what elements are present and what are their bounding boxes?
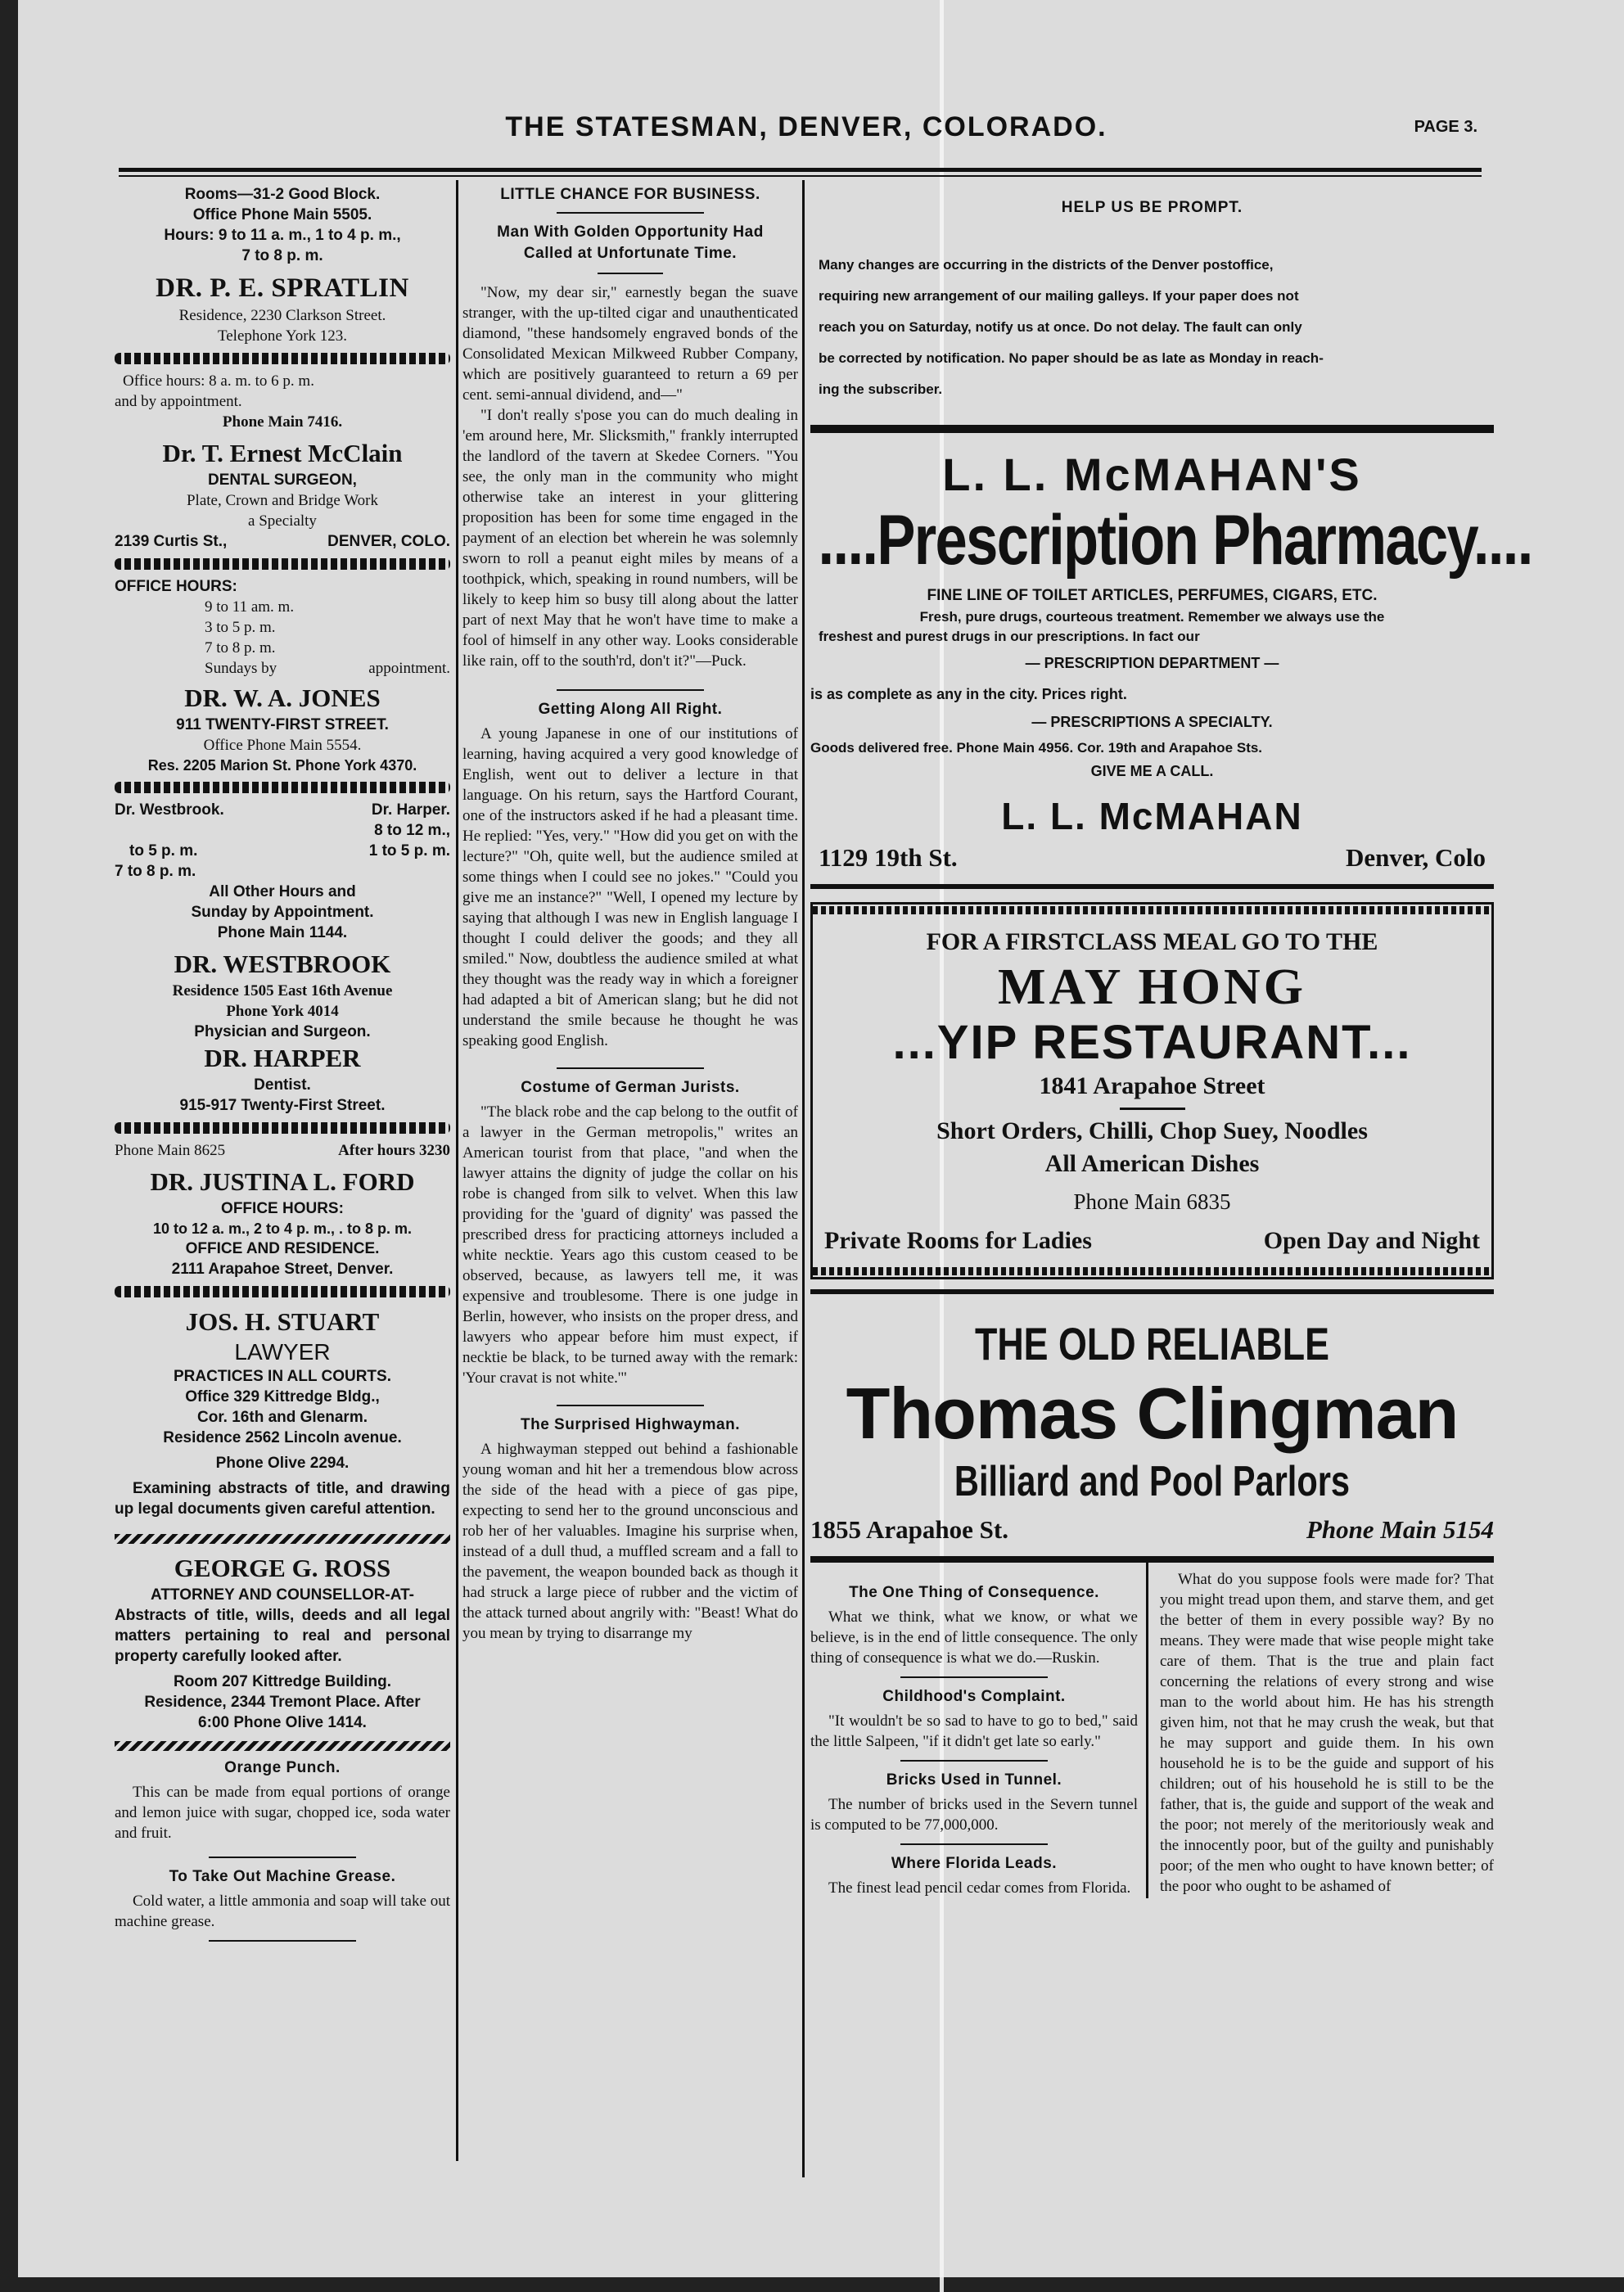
article-headline: LITTLE CHANCE FOR BUSINESS. [500, 186, 760, 203]
article-divider [900, 1843, 1048, 1845]
article-headline: Orange Punch. [224, 1759, 341, 1776]
card-title: DENTAL SURGEON, [208, 471, 357, 489]
ad-kicker: THE OLD RELIABLE [974, 1318, 1330, 1369]
notice-line: reach you on Saturday, notify us at once. Do not delay. The fault can only [819, 319, 1302, 335]
ornament-divider [115, 782, 450, 793]
masthead-rule [119, 168, 1482, 172]
address-left: 1855 Arapahoe St. [810, 1515, 1008, 1544]
ad-line: FINE LINE OF TOILET ARTICLES, PERFUMES, CIGARS, ETC. [927, 587, 1378, 604]
pharmacy-ad [810, 448, 1532, 873]
card-detail: Residence, 2230 Clarkson Street. [178, 307, 386, 324]
address-right: Phone Main 5154 [1306, 1515, 1494, 1544]
article-headline: Costume of German Jurists. [521, 1079, 740, 1096]
article-body: "It wouldn't be so sad to have to go to bed," said the little Salpeen, "if it didn't get late so early." [810, 1712, 1138, 1750]
card-title: Dentist. [254, 1076, 311, 1094]
card-name: DR. W. A. JONES [184, 684, 381, 712]
column-articles [462, 184, 798, 1644]
ad-line: FOR A FIRSTCLASS MEAL GO TO THE [926, 928, 1378, 955]
card-detail: Residence 1505 East 16th Avenue [172, 982, 393, 999]
article-headline: The Surprised Highwayman. [521, 1416, 740, 1433]
ad-line: Fresh, pure drugs, courteous treatment. Remember we always use the [919, 609, 1385, 625]
scan-edge-bottom [0, 2277, 1624, 2292]
ad-row [824, 1225, 1480, 1257]
article-body: The number of bricks used in the Severn tunnel is computed to be 77,000,000. [810, 1796, 1138, 1834]
card-detail: OFFICE AND RESIDENCE. [185, 1240, 380, 1257]
article-body: "Now, my dear sir," earnestly began the suave stranger, with the up-tilted cigar and unauthenticated diamond, "these handsomely engraved bonds of the Consolidated Mexican Milkweed Rubber Company, which are positively guaranteed to return a 69 per cent. semi-annual dividend, and—" [462, 284, 798, 404]
article-divider [557, 689, 704, 691]
row-left: to 5 p. m. [129, 842, 198, 860]
card-detail: and by appointment. [115, 393, 242, 410]
card-name: DR. WESTBROOK [174, 950, 391, 978]
ad-line: is as complete as any in the city. Prices right. [810, 686, 1127, 702]
notice-title: HELP US BE PROMPT. [1061, 199, 1243, 216]
card-detail: a Specialty [248, 512, 317, 530]
card-detail: All Other Hours and [209, 883, 356, 900]
card-top [115, 184, 450, 266]
card-detail: Cor. 16th and Glenarm. [197, 1409, 368, 1426]
row-right: 8 to 12 m., [374, 822, 450, 839]
card-title: ATTORNEY AND COUNSELLOR-AT- [151, 1586, 414, 1604]
card-detail: Phone Main 1144. [217, 924, 348, 941]
hours-line: 3 to 5 p. m. [205, 619, 276, 636]
ad-signature: L. L. McMAHAN [1001, 795, 1303, 837]
card-address [115, 531, 450, 552]
card-line: 7 to 8 p. m. [241, 247, 323, 264]
row-right: Dr. Harper. [371, 801, 450, 819]
card-paragraph: Abstracts of title, wills, deeds and all legal matters pertaining to real and personal property carefully looked after. [115, 1607, 450, 1665]
card-detail: Phone Olive 2294. [215, 1455, 350, 1472]
card-detail: 911 TWENTY-FIRST STREET. [176, 716, 389, 733]
card-row [115, 841, 450, 861]
card-detail: 915-917 Twenty-First Street. [179, 1097, 386, 1114]
address-left: 1129 19th St. [819, 843, 958, 872]
article-divider [900, 1760, 1048, 1762]
card-detail: Office 329 Kittredge Bldg., [185, 1388, 380, 1405]
notice-line: be corrected by notification. No paper should be as late as Monday in reach- [819, 350, 1324, 366]
ad-divider [810, 425, 1494, 433]
card-line: Rooms—31-2 Good Block. [184, 186, 381, 203]
card-detail: Physician and Surgeon. [194, 1023, 371, 1040]
card-detail: 10 to 12 a. m., 2 to 4 p. m., . to 8 p. m. [152, 1220, 413, 1237]
card-detail: Telephone York 123. [217, 327, 348, 345]
notice-line: requiring new arrangement of our mailing galleys. If your paper does not [819, 288, 1299, 304]
article-headline: Bricks Used in Tunnel. [886, 1771, 1062, 1789]
card-detail: Office Phone Main 5554. [203, 737, 362, 754]
ad-divider [810, 1289, 1494, 1294]
article-divider [557, 1405, 704, 1406]
ad-line: GIVE ME A CALL. [1090, 763, 1214, 779]
ad-headline: ...YIP RESTAURANT... [892, 1016, 1412, 1069]
short-items [810, 1563, 1494, 1898]
notice-line: ing the subscriber. [819, 381, 943, 397]
card-line: Hours: 9 to 11 a. m., 1 to 4 p. m., [164, 227, 401, 244]
article-headline: The One Thing of Consequence. [849, 1584, 1099, 1601]
masthead-rule-thin [119, 175, 1482, 177]
card-detail: Phone York 4014 [226, 1003, 339, 1020]
card-row [115, 820, 450, 841]
card-detail: PRACTICES IN ALL COURTS. [173, 1368, 391, 1385]
card-name: DR. JUSTINA L. FORD [150, 1167, 415, 1196]
article-divider [900, 1676, 1048, 1678]
card-row: 7 to 8 p. m. [115, 863, 196, 880]
card-name: DR. HARPER [204, 1044, 361, 1072]
ad-rule [1120, 1108, 1185, 1110]
card-row [115, 800, 450, 820]
card-detail: Office hours: 8 a. m. to 6 p. m. [123, 372, 314, 390]
short-items-left [810, 1563, 1146, 1898]
article-body: This can be made from equal portions of orange and lemon juice with sugar, chopped ice, soda water and fruit. [115, 1784, 450, 1842]
masthead-title: THE STATESMAN, DENVER, COLORADO. [505, 111, 1107, 142]
ad-address [810, 843, 1494, 873]
masthead [119, 106, 1494, 156]
card-detail: Residence, 2344 Tremont Place. After [144, 1694, 421, 1711]
notice-body [810, 250, 1494, 405]
ornament-divider [115, 1286, 450, 1297]
hours-head: OFFICE HOURS: [115, 578, 237, 595]
hours-line [115, 658, 450, 679]
card-title: LAWYER [234, 1339, 331, 1365]
card-name: DR. P. E. SPRATLIN [156, 273, 409, 303]
row-left: Dr. Westbrook. [115, 801, 224, 819]
ad-line: Phone Main 6835 [1073, 1189, 1231, 1214]
row-right: Open Day and Night [1263, 1227, 1480, 1254]
article-divider [209, 1857, 356, 1858]
ad-line: Short Orders, Chilli, Chop Suey, Noodles [936, 1117, 1368, 1144]
card-detail: 2111 Arapahoe Street, Denver. [171, 1261, 394, 1278]
article-body: What we think, what we know, or what we believe, is in the end of little consequence. The only thing of consequence is what we do.—Ruskin. [810, 1608, 1138, 1667]
ad-title: Thomas Clingman [846, 1373, 1459, 1454]
column-professional-cards [115, 184, 450, 1950]
ad-headline: Billiard and Pool Parlors [954, 1458, 1351, 1505]
hours-head: OFFICE HOURS: [221, 1200, 344, 1217]
ad-line: — PRESCRIPTION DEPARTMENT — [1025, 655, 1279, 671]
ad-line: All American Dishes [1044, 1150, 1260, 1177]
card-paragraph: Examining abstracts of title, and drawing up legal documents given careful attention. [115, 1480, 450, 1518]
card-detail: Res. 2205 Marion St. Phone York 4370. [147, 757, 417, 774]
ad-title: L. L. McMAHAN'S [942, 449, 1362, 500]
card-detail: Sunday by Appointment. [191, 904, 374, 921]
row-right: After hours 3230 [338, 1142, 450, 1159]
article-divider [557, 1067, 704, 1069]
ad-line: 1841 Arapahoe Street [1039, 1072, 1265, 1099]
billiard-ad [810, 1315, 1494, 1545]
address-right: Denver, Colo [1345, 843, 1486, 872]
row-right: 1 to 5 p. m. [368, 842, 450, 860]
ad-divider [810, 884, 1494, 889]
hours-right: appointment. [368, 660, 450, 677]
column-divider-2 [802, 180, 805, 2177]
ad-title: MAY HONG [997, 959, 1307, 1015]
hours-line: 9 to 11 am. m. [205, 598, 295, 616]
card-detail: Phone Main 7416. [222, 413, 343, 431]
card-name: Dr. T. Ernest McClain [162, 439, 403, 467]
ornament-divider [115, 1741, 450, 1751]
article-body: A highwayman stepped out behind a fashionable young woman and hit her a tremendous blow across the side of the head with a piece of gas pipe, expecting to send her to the ground unconscious and rob her of her valuables. Imagine his surprise when, instead of a dull thud, a muffled scream and a fall to the pavement, the weapon bounded back as though it had struck a large piece of rubber and the victim of the attack turned about angrily with: "Beast! What do you mean by trying to disarrange my [462, 1441, 798, 1642]
card-row [115, 1140, 450, 1161]
article-body: Cold water, a little ammonia and soap will take out machine grease. [115, 1893, 450, 1930]
article-divider [209, 1940, 356, 1942]
ornament-divider [115, 1534, 450, 1544]
article-headline: Where Florida Leads. [891, 1855, 1058, 1872]
scan-edge-left [0, 0, 18, 2292]
article-headline: Getting Along All Right. [538, 701, 723, 718]
ornament-divider [115, 1122, 450, 1134]
card-detail: Plate, Crown and Bridge Work [186, 492, 378, 509]
card-name: JOS. H. STUART [185, 1307, 380, 1336]
hours-left: Sundays by [205, 660, 277, 677]
ad-headline: ....Prescription Pharmacy.... [818, 501, 1532, 580]
ornament-divider [115, 558, 450, 570]
ad-line: Goods delivered free. Phone Main 4956. Cor. 19th and Arapahoe Sts. [810, 740, 1263, 756]
notice-line: Many changes are occurring in the districts of the Denver postoffice, [819, 257, 1274, 273]
card-detail: 6:00 Phone Olive 1414. [198, 1714, 367, 1731]
ad-divider [810, 1556, 1494, 1563]
short-items-right [1146, 1563, 1494, 1898]
address-right: DENVER, COLO. [327, 533, 450, 550]
row-left: Private Rooms for Ladies [824, 1227, 1092, 1254]
article-body: "I don't really s'pose you can do much dealing in 'em around here, Mr. Slicksmith," frankly interrupted the landlord of the tavern at Skedee Corners. "You see, the only man in the community who might otherwise take an interest in your glittering proposition has been for some time engaged in the payment of an election bet wherein he was solemnly sworn to roll a peanut eight miles by means of a toothpick, which, speaking in round numbers, will be likely to keep him so busy till along about the latter part of next May that he won't have time to make a fool of himself in any other way. Looks considerable like rain, off to the south'rd, don't it?"—Puck. [462, 407, 798, 670]
article-divider [557, 212, 704, 214]
ad-line: — PRESCRIPTIONS A SPECIALTY. [1031, 714, 1273, 730]
column-advertisements [810, 184, 1532, 1898]
article-headline: To Take Out Machine Grease. [169, 1868, 396, 1885]
article-divider [598, 273, 663, 274]
card-detail: Room 207 Kittredge Building. [173, 1673, 392, 1690]
ad-line: freshest and purest drugs in our prescriptions. In fact our [819, 629, 1200, 644]
card-detail: Residence 2562 Lincoln avenue. [163, 1429, 402, 1446]
address-left: 2139 Curtis St., [115, 533, 228, 550]
article-body: "The black robe and the cap belong to the outfit of a lawyer in the German metropolis," writes an American tourist from that place, "and when the lawyer attains the dignity of judge the collar on his robe is changed from silk to velvet. When this law providing for the 'guard of dignity' was passed the prescribed dress for practicing attorneys included a white necktie. Years ago this custom ceased to be observed, because, as lawyers tell me, it was expensive and troublesome. There is one judge in Berlin, however, who insists on the proper dress, and lawyers who appear before him must expect, if necktie be black, to be turned away with the remark: 'Your cravat is not white.'" [462, 1103, 798, 1387]
card-name: GEORGE G. ROSS [174, 1554, 391, 1582]
ornament-divider [115, 353, 450, 364]
column-divider-1 [456, 180, 458, 2161]
restaurant-ad [810, 902, 1494, 1279]
article-headline: Childhood's Complaint. [882, 1688, 1066, 1705]
article-body: The finest lead pencil cedar comes from Florida. [828, 1879, 1131, 1897]
article-body: What do you suppose fools were made for? That you might tread upon them, and starve them, and get the better of them in every possible way? By no means. They were made that wise people might take care of them. That is the true and plain fact concerning the relations of every strong and wise man to the world about him. He has his strength given him, not that he may crush the weak, but that he may support and guide them. In his own household he is to be the guide and support of his children; out of his household he is still to be the father, that is, the guide and support of the weak and the poor; not merely of the meritoriously weak and the innocently poor, but of the guilty and punishably poor; of the men who ought to have known better; of the poor who ought to be ashamed of [1160, 1571, 1494, 1895]
article-subhead: Man With Golden Opportunity Had Called at Unfortunate Time. [497, 223, 764, 262]
ad-address [810, 1515, 1494, 1545]
card-line: Office Phone Main 5505. [192, 206, 372, 223]
hours-line: 7 to 8 p. m. [205, 639, 276, 656]
row-left: Phone Main 8625 [115, 1142, 226, 1159]
article-body: A young Japanese in one of our institutions of learning, having acquired a very good knowledge of English, went out to deliver a lecture in that language. On his return, says the Hartford Courant, one of the instructors asked if he had a pleasant time. He replied: "Yes, very." "How did you get on with the lecture?" "Oh, quite well, but the audience smiled at some things when I could see no jokes." "Could you give me an instance?" "Well, I opened my lecture by saying that although I was new in English language I thought I could deliver the goods; and they all smiled." Now, doubtless the audience smiled at what they thought was the ready way in which a foreigner had adapted a bit of American slang; but he did not understand the smile because he thought he was speaking good English. [462, 725, 798, 1049]
page-number: PAGE 3. [1414, 118, 1477, 136]
